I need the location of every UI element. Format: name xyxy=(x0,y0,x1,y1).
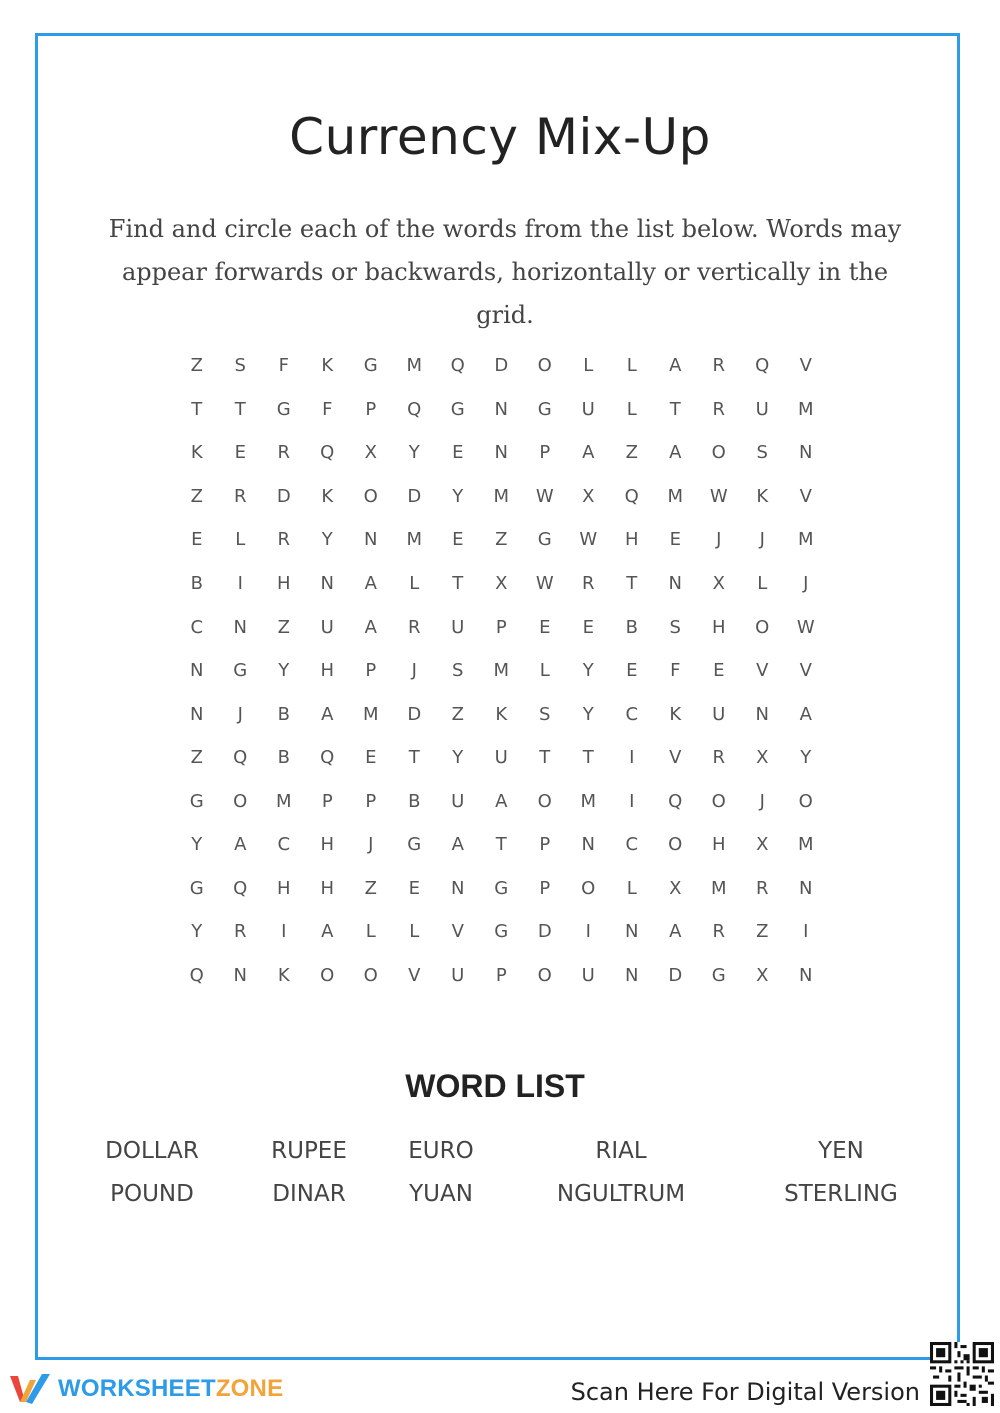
grid-letter: M xyxy=(406,529,423,551)
grid-letter: R xyxy=(277,442,290,464)
grid-letter: H xyxy=(624,529,639,551)
brand-logo xyxy=(8,1372,283,1406)
grid-letter: U xyxy=(755,398,769,420)
grid-letter: B xyxy=(277,747,290,769)
grid-letter: Z xyxy=(190,747,203,769)
grid-letter: E xyxy=(191,529,203,551)
grid-letter: Q xyxy=(320,442,335,464)
grid-letter: Z xyxy=(190,485,203,507)
grid-letter: G xyxy=(494,921,509,943)
grid-letter: A xyxy=(669,355,682,377)
grid-letter: L xyxy=(626,877,637,899)
grid-letter: M xyxy=(797,529,814,551)
word-list-item: POUND xyxy=(110,1181,194,1207)
grid-letter: L xyxy=(626,355,637,377)
grid-letter: P xyxy=(365,660,377,682)
grid-letter: M xyxy=(406,355,423,377)
grid-letter: X xyxy=(756,747,769,769)
grid-letter: B xyxy=(408,790,421,812)
grid-letter: M xyxy=(797,398,814,420)
grid-letter: P xyxy=(495,964,507,986)
grid-letter: Q xyxy=(407,398,422,420)
grid-letter: P xyxy=(321,790,333,812)
grid-letter: P xyxy=(539,834,551,856)
grid-letter: E xyxy=(582,616,594,638)
grid-letter: V xyxy=(669,747,682,769)
grid-letter: M xyxy=(362,703,379,725)
grid-letter: G xyxy=(233,660,248,682)
grid-letter: A xyxy=(669,921,682,943)
grid-letter: M xyxy=(275,790,292,812)
grid-letter: K xyxy=(277,964,290,986)
grid-letter: P xyxy=(365,790,377,812)
grid-letter: I xyxy=(281,921,287,943)
grid-letter: Q xyxy=(624,485,639,507)
word-list-item: YUAN xyxy=(409,1181,473,1207)
grid-letter: R xyxy=(755,877,769,899)
grid-letter: S xyxy=(539,703,551,725)
grid-letter: R xyxy=(233,485,247,507)
grid-letter: E xyxy=(669,529,681,551)
grid-letter: U xyxy=(581,964,595,986)
grid-letter: N xyxy=(494,442,508,464)
grid-letter: G xyxy=(363,355,378,377)
grid-letter: N xyxy=(190,703,204,725)
grid-letter: L xyxy=(539,660,550,682)
grid-letter: J xyxy=(759,790,765,812)
grid-letter: O xyxy=(320,964,335,986)
grid-letter: N xyxy=(233,964,247,986)
grid-letter: G xyxy=(711,964,726,986)
grid-letter: R xyxy=(233,921,247,943)
grid-letter: L xyxy=(626,398,637,420)
grid-letter: E xyxy=(452,529,464,551)
grid-letter: L xyxy=(409,573,420,594)
grid-letter: U xyxy=(581,398,595,420)
grid-letter: A xyxy=(321,921,334,943)
grid-letter: Y xyxy=(321,529,333,551)
instructions: Find and circle each of the words from the list below. Words may appear forwards or backwards, horizontally or vertically in the grid. xyxy=(108,215,902,329)
grid-letter: J xyxy=(759,529,765,551)
grid-letter: D xyxy=(407,703,422,725)
grid-letter: Y xyxy=(452,747,464,769)
grid-letter: O xyxy=(537,964,552,986)
grid-letter: U xyxy=(494,747,508,769)
grid-letter: D xyxy=(407,485,422,507)
grid-letter: Q xyxy=(320,747,335,769)
word-list-item: DOLLAR xyxy=(105,1138,199,1164)
grid-letter: E xyxy=(452,442,464,464)
word-list-title: WORD LIST xyxy=(405,1068,585,1104)
grid-letter: M xyxy=(710,877,727,899)
grid-letter: P xyxy=(539,442,551,464)
grid-letter: Z xyxy=(190,355,203,377)
grid-letter: Y xyxy=(191,834,203,856)
grid-letter: B xyxy=(625,616,638,638)
grid-letter: W xyxy=(709,485,728,507)
grid-letter: R xyxy=(712,355,725,377)
grid-letter: N xyxy=(364,529,378,551)
grid-letter: A xyxy=(669,442,682,464)
grid-letter: H xyxy=(320,834,335,856)
grid-letter: E xyxy=(626,660,638,682)
grid-letter: S xyxy=(234,355,246,377)
grid-letter: N xyxy=(190,660,204,682)
grid-letter: A xyxy=(321,703,334,725)
grid-letter: Y xyxy=(582,703,594,725)
grid-letter: J xyxy=(368,834,374,856)
grid-letter: O xyxy=(233,790,248,812)
grid-letter: R xyxy=(712,398,725,420)
grid-letter: W xyxy=(535,485,554,507)
grid-letter: Q xyxy=(233,747,248,769)
grid-letter: L xyxy=(409,921,420,943)
word-list-item: STERLING xyxy=(784,1181,898,1207)
grid-letter: H xyxy=(276,877,291,899)
grid-letter: H xyxy=(711,616,726,638)
grid-letter: B xyxy=(277,703,290,725)
grid-letter: V xyxy=(799,660,812,682)
grid-letter: N xyxy=(625,921,639,943)
grid-letter: J xyxy=(803,573,809,594)
grid-letter: D xyxy=(668,964,683,986)
grid-letter: C xyxy=(277,834,291,856)
grid-letter: G xyxy=(276,398,291,420)
grid-letter: D xyxy=(494,355,509,377)
grid-letter: O xyxy=(755,616,770,638)
grid-letter: O xyxy=(711,442,726,464)
grid-letter: A xyxy=(364,616,377,638)
grid-letter: V xyxy=(799,355,812,377)
grid-letter: W xyxy=(796,616,815,638)
grid-letter: Y xyxy=(408,442,420,464)
grid-letter: F xyxy=(278,355,289,377)
grid-letter: V xyxy=(756,660,769,682)
grid-letter: T xyxy=(408,747,420,769)
grid-letter: L xyxy=(583,355,594,377)
grid-letter: G xyxy=(189,790,204,812)
grid-letter: I xyxy=(237,573,243,594)
grid-letter: U xyxy=(451,616,465,638)
grid-letter: G xyxy=(450,398,465,420)
word-list-item: RIAL xyxy=(595,1138,647,1164)
grid-letter: H xyxy=(320,660,335,682)
grid-letter: K xyxy=(495,703,508,725)
grid-letter: O xyxy=(363,964,378,986)
grid-letter: C xyxy=(625,834,639,856)
grid-letter: X xyxy=(582,485,595,507)
grid-letter: Z xyxy=(277,616,290,638)
qr-code-icon[interactable] xyxy=(930,1342,994,1406)
grid-letter: W xyxy=(579,529,598,551)
grid-letter: Z xyxy=(451,703,464,725)
grid-letter: D xyxy=(537,921,552,943)
grid-letter: Z xyxy=(625,442,638,464)
grid-letter: T xyxy=(582,747,594,769)
grid-letter: U xyxy=(320,616,334,638)
word-list-item: RUPEE xyxy=(271,1138,347,1164)
grid-letter: S xyxy=(669,616,681,638)
grid-letter: Y xyxy=(191,921,203,943)
word-list-item: YEN xyxy=(818,1138,864,1164)
grid-letter: Y xyxy=(278,660,290,682)
word-list-item: DINAR xyxy=(272,1181,346,1207)
grid-letter: X xyxy=(495,573,508,594)
grid-letter: R xyxy=(581,573,595,594)
grid-letter: Z xyxy=(756,921,769,943)
grid-letter: B xyxy=(190,573,203,594)
grid-letter: N xyxy=(799,964,813,986)
grid-letter: P xyxy=(365,398,377,420)
grid-letter: Z xyxy=(364,877,377,899)
brand-name-part1: WORKSHEET xyxy=(58,1375,216,1402)
grid-letter: L xyxy=(235,529,246,551)
grid-letter: G xyxy=(189,877,204,899)
grid-letter: D xyxy=(276,485,291,507)
grid-letter: O xyxy=(537,790,552,812)
grid-letter: N xyxy=(625,964,639,986)
grid-letter: K xyxy=(321,355,334,377)
grid-letter: N xyxy=(755,703,769,725)
grid-letter: T xyxy=(234,398,246,420)
grid-letter: L xyxy=(365,921,376,943)
grid-letter: M xyxy=(797,834,814,856)
grid-letter: N xyxy=(451,877,465,899)
grid-letter: X xyxy=(364,442,377,464)
grid-letter: V xyxy=(451,921,464,943)
grid-letter: Z xyxy=(495,529,508,551)
grid-letter: L xyxy=(757,573,768,594)
grid-letter: Q xyxy=(189,964,204,986)
grid-letter: O xyxy=(798,790,813,812)
grid-letter: X xyxy=(669,877,682,899)
grid-letter: E xyxy=(234,442,246,464)
grid-letter: I xyxy=(803,921,809,943)
letter-grid xyxy=(175,344,828,997)
grid-letter: X xyxy=(756,834,769,856)
grid-letter: I xyxy=(629,747,635,769)
grid-letter: T xyxy=(452,573,464,594)
grid-letter: J xyxy=(411,660,417,682)
worksheet-zone-logo-icon xyxy=(8,1372,52,1406)
grid-letter: T xyxy=(495,834,507,856)
grid-letter: S xyxy=(756,442,768,464)
grid-letter: K xyxy=(669,703,682,725)
grid-letter: H xyxy=(276,573,291,594)
grid-letter: I xyxy=(585,921,591,943)
grid-letter: H xyxy=(711,834,726,856)
grid-letter: H xyxy=(320,877,335,899)
grid-letter: A xyxy=(364,573,377,594)
grid-letter: T xyxy=(669,398,681,420)
scan-instruction: Scan Here For Digital Version xyxy=(570,1378,920,1406)
grid-letter: O xyxy=(711,790,726,812)
grid-letter: N xyxy=(233,616,247,638)
grid-letter: U xyxy=(451,790,465,812)
grid-letter: W xyxy=(535,573,554,594)
grid-letter: G xyxy=(407,834,422,856)
grid-letter: A xyxy=(451,834,464,856)
grid-letter: Q xyxy=(450,355,465,377)
grid-letter: V xyxy=(799,485,812,507)
grid-letter: Q xyxy=(668,790,683,812)
page-title: Currency Mix-Up xyxy=(289,108,711,166)
grid-letter: C xyxy=(625,703,639,725)
grid-letter: A xyxy=(234,834,247,856)
grid-letter: E xyxy=(539,616,551,638)
grid-letter: M xyxy=(493,660,510,682)
grid-letter: F xyxy=(670,660,681,682)
grid-letter: G xyxy=(494,877,509,899)
grid-letter: S xyxy=(452,660,464,682)
grid-letter: Y xyxy=(800,747,812,769)
word-list-item: EURO xyxy=(408,1138,474,1164)
word-list-item: NGULTRUM xyxy=(556,1181,686,1207)
grid-letter: N xyxy=(320,573,334,594)
grid-letter: O xyxy=(668,834,683,856)
grid-letter: Q xyxy=(233,877,248,899)
grid-letter: F xyxy=(322,398,333,420)
grid-letter: T xyxy=(626,573,638,594)
grid-letter: N xyxy=(581,834,595,856)
grid-letter: G xyxy=(537,529,552,551)
grid-letter: P xyxy=(539,877,551,899)
grid-letter: N xyxy=(799,877,813,899)
grid-letter: A xyxy=(799,703,812,725)
grid-letter: N xyxy=(668,573,682,594)
grid-letter: K xyxy=(321,485,334,507)
grid-letter: U xyxy=(712,703,726,725)
grid-letter: E xyxy=(408,877,420,899)
grid-letter: K xyxy=(190,442,203,464)
grid-letter: X xyxy=(712,573,725,594)
grid-letter: N xyxy=(799,442,813,464)
grid-letter: M xyxy=(493,485,510,507)
grid-letter: K xyxy=(756,485,769,507)
grid-letter: U xyxy=(451,964,465,986)
grid-letter: A xyxy=(495,790,508,812)
grid-letter: V xyxy=(408,964,421,986)
grid-letter: I xyxy=(629,790,635,812)
brand-name-part2: ZONE xyxy=(215,1375,284,1402)
grid-letter: O xyxy=(581,877,596,899)
grid-letter: G xyxy=(537,398,552,420)
grid-letter: N xyxy=(494,398,508,420)
grid-letter: Q xyxy=(755,355,770,377)
grid-letter: A xyxy=(582,442,595,464)
grid-letter: J xyxy=(716,529,722,551)
grid-letter: X xyxy=(756,964,769,986)
grid-letter: T xyxy=(539,747,551,769)
grid-letter: R xyxy=(712,747,725,769)
grid-letter: E xyxy=(365,747,377,769)
grid-letter: M xyxy=(580,790,597,812)
grid-letter: M xyxy=(667,485,684,507)
grid-letter: R xyxy=(277,529,290,551)
grid-letter: C xyxy=(190,616,204,638)
grid-letter: Y xyxy=(582,660,594,682)
grid-letter: O xyxy=(537,355,552,377)
grid-letter: E xyxy=(713,660,725,682)
grid-letter: Y xyxy=(452,485,464,507)
grid-letter: P xyxy=(495,616,507,638)
grid-letter: J xyxy=(237,703,243,725)
grid-letter: R xyxy=(407,616,421,638)
grid-letter: T xyxy=(191,398,203,420)
grid-letter: O xyxy=(363,485,378,507)
grid-letter: R xyxy=(712,921,725,943)
